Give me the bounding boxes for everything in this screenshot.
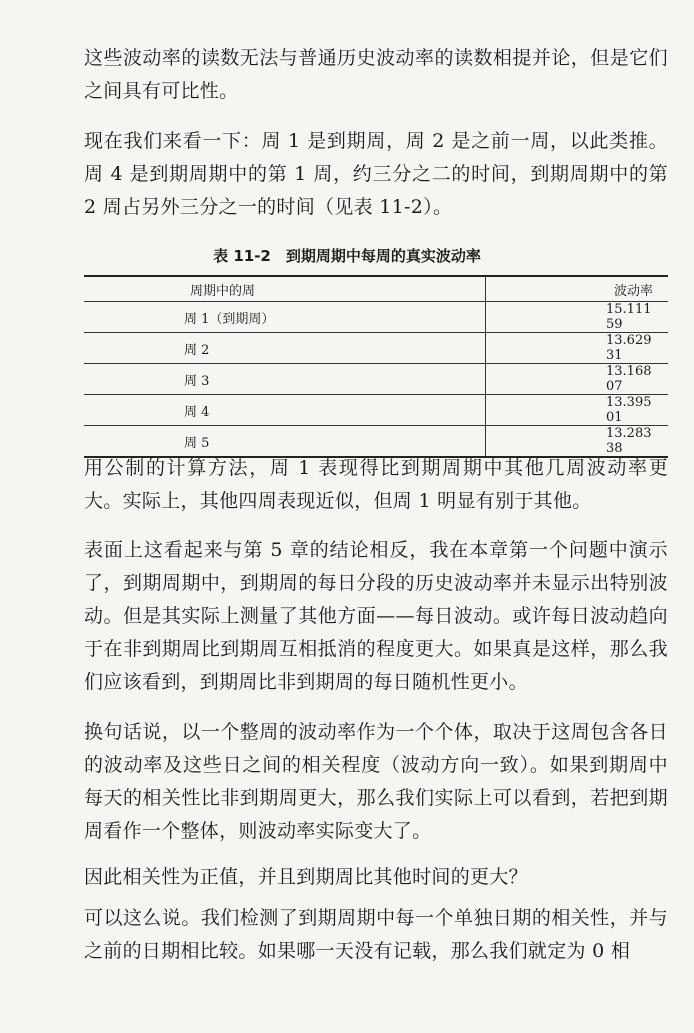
volatility-cell: 13.283 38	[486, 426, 669, 458]
paragraph-4: 表面上这看起来与第 5 章的结论相反，我在本章第一个问题中演示了，到期周期中，到期周的每日分段的历史波动率并未显示出特别波动。但是其实际上测量了其他方面——每日波动。或许每日波动趋向于在非到期周比到期周互相抵消的程度更大。如果真是这样，那么我们应该看到，到期周比非到期周的每日随机性更小。	[84, 539, 668, 693]
week-cell: 周 1（到期周）	[84, 302, 486, 333]
paragraph-3: 用公制的计算方法，周 1 表现得比到期周期中其他几周波动率更大。实际上，其他四周表现近似，但周 1 明显有别于其他。	[84, 457, 668, 512]
week-cell: 周 2	[84, 333, 486, 364]
paragraph-5: 换句话说，以一个整周的波动率作为一个个体，取决于这周包含各日的波动率及这些日之间的相关程度（波动方向一致）。如果到期周中每天的相关性比非到期周更大，那么我们实际上可以看到，若把到期周看作一个整体，则波动率实际变大了。	[84, 721, 668, 842]
table-caption: 表 11-2 到期周期中每周的真实波动率	[213, 247, 481, 265]
volatility-cell: 15.111 59	[486, 302, 669, 333]
volatility-cell: 13.629 31	[486, 333, 669, 364]
paragraph-7: 可以这么说。我们检测了到期周期中每一个单独日期的相关性，并与之前的日期相比较。如果哪一天没有记载，那么我们就定为 0 相	[84, 907, 668, 962]
table-row	[84, 302, 668, 333]
week-cell: 周 4	[84, 395, 486, 426]
volatility-cell: 13.168 07	[486, 364, 669, 395]
table-row	[84, 395, 668, 426]
table-header-row	[84, 276, 668, 302]
table-row	[84, 364, 668, 395]
week-cell: 周 3	[84, 364, 486, 395]
column-header-week: 周期中的周	[84, 276, 486, 302]
paragraph-1: 这些波动率的读数无法与普通历史波动率的读数相提并论，但是它们之间具有可比性。	[84, 47, 668, 102]
paragraph-2: 现在我们来看一下：周 1 是到期周，周 2 是之前一周，以此类推。周 4 是到期周期中的第 1 周，约三分之二的时间，到期周期中的第 2 周占另外三分之一的时间（见表 11-2）。	[84, 130, 668, 218]
table-row	[84, 333, 668, 364]
paragraph-6: 因此相关性为正值，并且到期周比其他时间的更大？	[84, 866, 528, 888]
column-header-volatility: 波动率	[486, 276, 669, 302]
week-cell: 周 5	[84, 426, 486, 458]
volatility-cell: 13.395 01	[486, 395, 669, 426]
volatility-table	[84, 275, 668, 458]
